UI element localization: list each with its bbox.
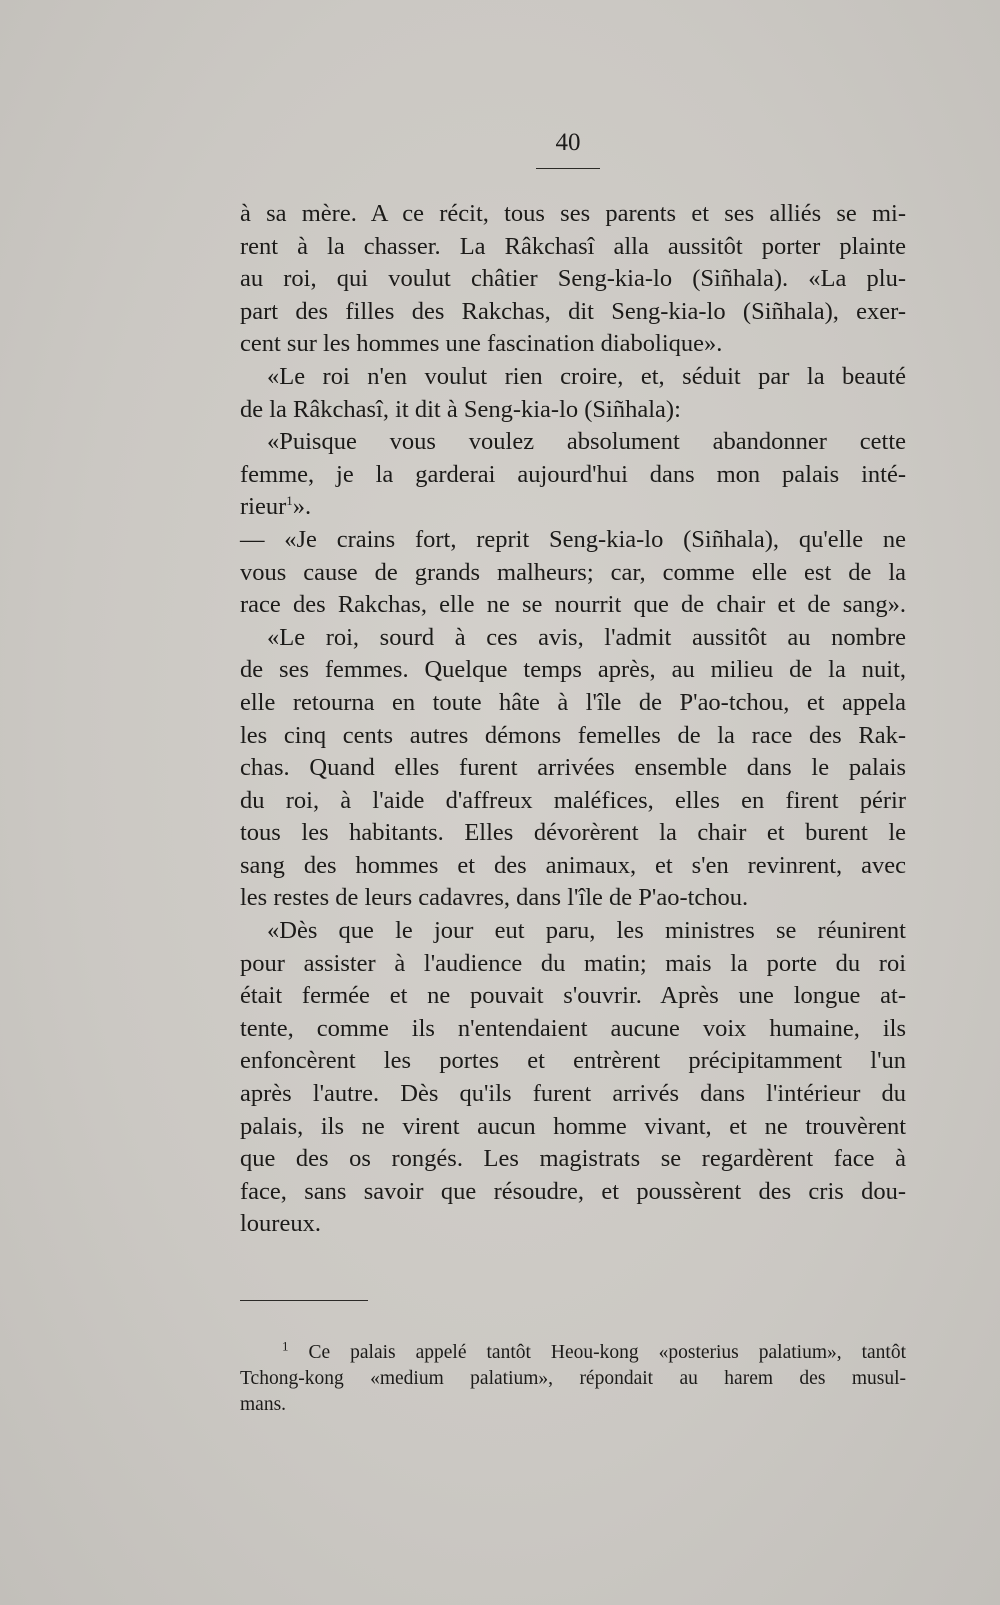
footnote <box>240 1340 906 1418</box>
text-line: du roi, à l'aide d'affreux maléfices, elles en firent périr <box>240 786 906 814</box>
text-line: elle retourna en toute hâte à l'île de P'ao-tchou, et appela <box>240 688 906 716</box>
text-line: loureux. <box>240 1210 321 1238</box>
text-line: palais, ils ne virent aucun homme vivant, et ne trouvèrent <box>240 1112 906 1140</box>
footnote-line: Tchong-kong «medium palatium», répondait au harem des musul- <box>240 1368 906 1389</box>
text-line: part des filles des Rakchas, dit Seng-kia-lo (Siñhala), exer- <box>240 297 906 325</box>
text-line: que des os rongés. Les magistrats se regardèrent face à <box>240 1145 906 1173</box>
text-line: était fermée et ne pouvait s'ouvrir. Après une longue at- <box>240 982 906 1010</box>
text-line: «Puisque vous voulez absolument abandonner cette <box>267 428 906 456</box>
text-line: de ses femmes. Quelque temps après, au milieu de la nuit, <box>240 656 906 684</box>
text-line: au roi, qui voulut châtier Seng-kia-lo (Siñhala). «La plu- <box>240 265 906 293</box>
text-line: tente, comme ils n'entendaient aucune voix humaine, ils <box>240 1014 906 1042</box>
text-line: sang des hommes et des animaux, et s'en revinrent, avec <box>240 851 906 879</box>
text-line: rieur$^1$». <box>240 493 312 521</box>
text-line: enfoncèrent les portes et entrèrent précipitamment l'un <box>240 1047 906 1075</box>
text-line: tous les habitants. Elles dévorèrent la chair et burent le <box>240 819 906 847</box>
text-line: — «Je crains fort, reprit Seng-kia-lo (Siñhala), qu'elle ne <box>240 525 906 553</box>
footnote-line: mans. <box>240 1394 287 1415</box>
text-line: les cinq cents autres démons femelles de la race des Rak- <box>240 721 906 749</box>
text-line: chas. Quand elles furent arrivées ensemble dans le palais <box>240 754 906 782</box>
body-text <box>240 198 906 1241</box>
text-line: face, sans savoir que résoudre, et poussèrent des cris dou- <box>240 1177 906 1205</box>
text-line: «Le roi n'en voulut rien croire, et, séduit par la beauté <box>267 362 906 390</box>
text-line: «Dès que le jour eut paru, les ministres se réunirent <box>267 917 906 945</box>
text-line: pour assister à l'audience du matin; mais la porte du roi <box>240 949 906 977</box>
footnote-reference: 1 <box>286 493 293 509</box>
text-line: race des Rakchas, elle ne se nourrit que de chair et de sang». <box>240 591 906 619</box>
page-number: 40 <box>555 129 581 156</box>
text-line: «Le roi, sourd à ces avis, l'admit aussitôt au nombre <box>267 623 906 651</box>
text-line: rent à la chasser. La Râkchasî alla aussitôt porter plainte <box>240 232 906 260</box>
header-rule <box>536 168 600 169</box>
text-line: de la Râkchasî, it dit à Seng-kia-lo (Siñhala): <box>240 395 681 423</box>
text-line: femme, je la garderai aujourd'hui dans mon palais inté- <box>240 460 906 488</box>
text-line: cent sur les hommes une fascination diabolique». <box>240 330 723 358</box>
text-line: vous cause de grands malheurs; car, comme elle est de la <box>240 558 906 586</box>
text-line: à sa mère. A ce récit, tous ses parents et ses alliés se mi- <box>240 200 906 227</box>
footnote-line: $^1$ Ce palais appelé tantôt Heou-kong «posterius palatium», tantôt <box>282 1338 907 1363</box>
footnote-marker: 1 <box>282 1338 289 1354</box>
footnote-rule <box>240 1300 368 1301</box>
text-line: après l'autre. Dès qu'ils furent arrivés dans l'intérieur du <box>240 1080 906 1108</box>
text-line: les restes de leurs cadavres, dans l'île de P'ao-tchou. <box>240 884 749 912</box>
